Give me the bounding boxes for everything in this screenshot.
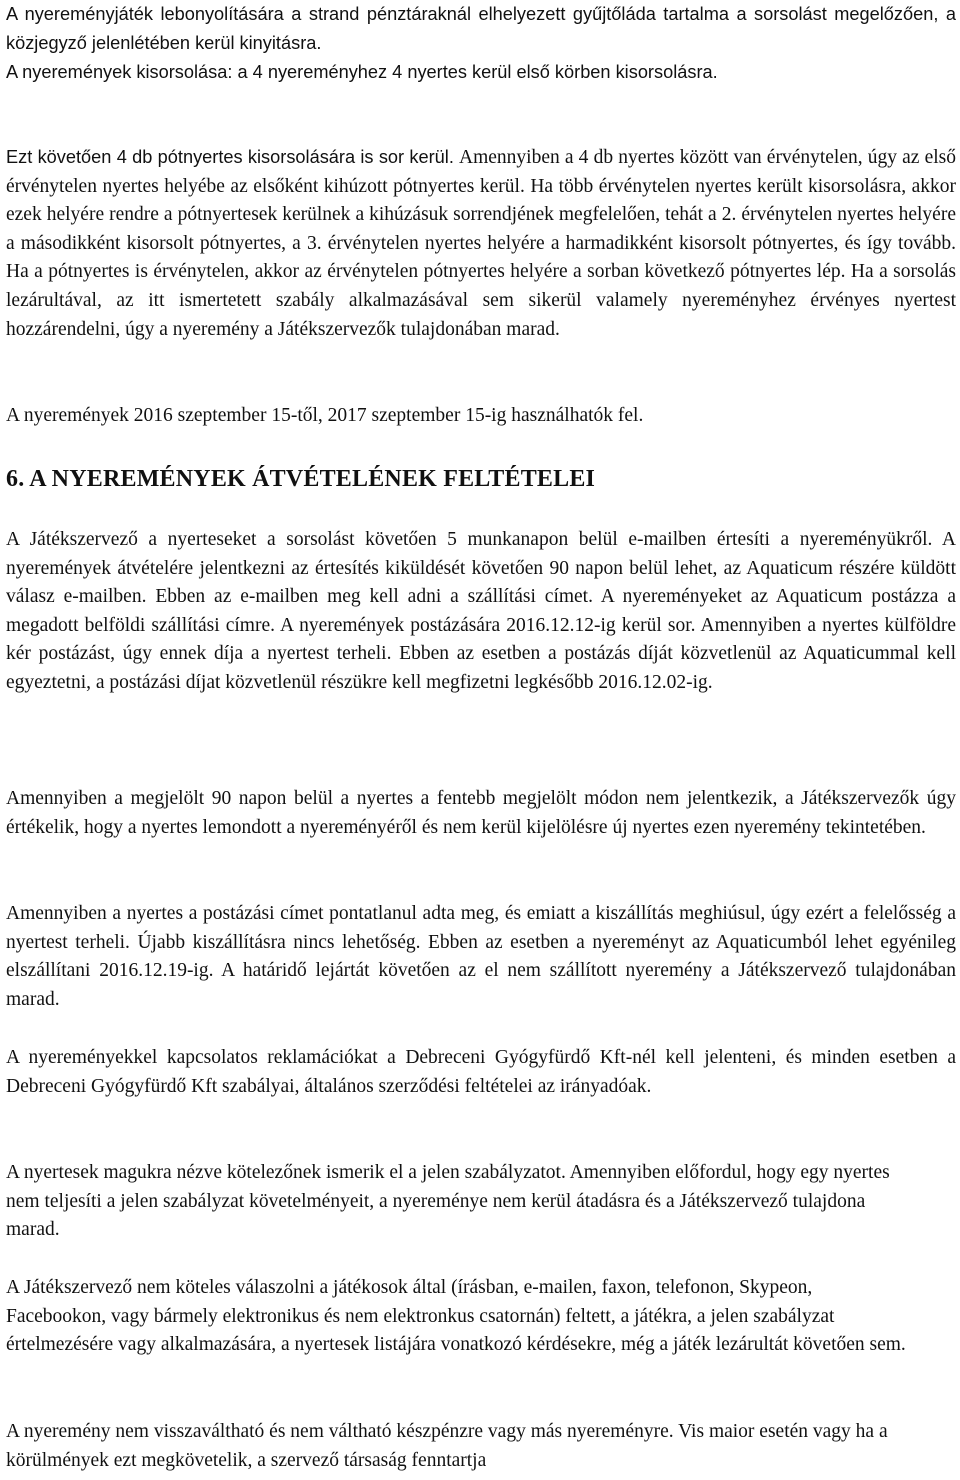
paragraph-deadline: Amennyiben a megjelölt 90 napon belül a nyertes a fentebb megjelölt módon nem jelentkezik, a Játékszervezők úgy értékelik, hogy a nyertes lemondott a nyereményéről és nem kerül kijelölésre új nyertes ezen nyeremény tekintetében. [6, 788, 956, 838]
paragraph-no-reply: A Játékszervező nem köteles válaszolni a játékosok által (írásban, e-mailen, faxon, telefonon, Skypeon, Facebookon, vagy bármely elektronikus és nem elektronkus csatornán) feltett, a játékra, a jelen szabályzat értelmezésére vagy alkalmazására, a nyertesek listájára vonatkozó kérdésekre, még a játék lezárultát követően sem. [6, 1277, 906, 1356]
paragraph-box-opening: A nyereményjáték lebonyolítására a strand pénztáraknál elhelyezett gyűjtőláda tartalma a sorsolást megelőzően, a közjegyző jelenlétében kerül kinyitásra. [6, 4, 956, 53]
paragraph-force-majeure: A nyeremény nem visszaváltható és nem váltható készpénzre vagy más nyereményre. Vis maior esetén vagy ha a körülmények ezt megkövetelik, a szervező társaság fenntartja [6, 1421, 888, 1471]
paragraph-complaints: A nyereményekkel kapcsolatos reklamációkat a Debreceni Gyógyfürdő Kft-nél kell jelenteni, és minden esetben a Debreceni Gyógyfürdő Kft szabályai, általános szerződési feltételei az irányadóak. [6, 1047, 956, 1097]
paragraph-claim: A Játékszervező a nyerteseket a sorsolást követően 5 munkanapon belül e-mailben értesíti a nyereményükről. A nyeremények átvételére jelentkezni az értesítés kiküldését követően 90 napon belül lehet, az Aquaticum részére küldött válasz e-mailben. Ebben az e-mailben meg kell adni a szállítási címet. A nyereményeket az Aquaticum postázza a megadott belföldi szállítási címre. A nyeremények postázására 2016.12.12-ig kerül sor. Amennyiben a nyertes külföldre kér postázást, úgy ennek díja a nyertest terheli. Ebben az esetben a postázás díját közvetlenül az Aquaticummal kell egyeztetni, a postázási díjat közvetlenül részükre kell megfizetni legkésőbb 2016.12.02-ig. [6, 529, 956, 693]
section-heading: 6. A NYEREMÉNYEK ÁTVÉTELÉNEK FELTÉTELEI [6, 466, 596, 492]
paragraph-validity: A nyeremények 2016 szeptember 15-től, 2017 szeptember 15-ig használhatók fel. [6, 405, 644, 426]
substitute-details: Amennyiben a 4 db nyertes között van érvénytelen, úgy az első érvénytelen nyertes helyébe az elsőként kihúzott pótnyertes kerül. Ha több érvénytelen nyertes került kisorsolásra, akkor ezek helyére rendre a pótnyertesek kerülnek a kihúzásuk sorrendjének megfelelően, tehát a 2. érvénytelen nyertes helyére a másodikként kisorsolt pótnyertes, a 3. érvénytelen nyertes helyére a harmadikként kisorsolt pótnyertes, és így tovább. Ha a pótnyertes is érvénytelen, akkor az érvénytelen pótnyertes helyére a sorban következő pótnyertes lép. Ha a sorsolás lezárultával, az itt ismertetett szabály alkalmazásával sem sikerül valamely nyereményhez érvényes nyertest hozzárendelni, úgy a nyeremény a Játékszervezők tulajdonában marad. [6, 147, 957, 340]
paragraph-address: Amennyiben a nyertes a postázási címet pontatlanul adta meg, és emiatt a kiszállítás meghiúsul, úgy ezért a felelősség a nyertest terheli. Újabb kiszállításra nincs lehetőség. Ebben az esetben a nyereményt az Aquaticumból lehet egyénileg elszállítani 2016.12.19-ig. A határidő lejártát követően az el nem szállított nyeremény a Játékszervező tulajdonában marad. [6, 903, 956, 1010]
substitute-intro: Ezt követően 4 db pótnyertes kisorsolására is sor kerül. [6, 147, 454, 167]
paragraph-substitute-rules [6, 143, 956, 344]
paragraph-acceptance: A nyertesek magukra nézve kötelezőnek ismerik el a jelen szabályzatot. Amennyiben előfordul, hogy egy nyertes nem teljesíti a jelen szabályzat követelményeit, a nyereménye nem kerül átadásra és a Játékszervező tulajdona marad. [6, 1162, 890, 1241]
paragraph-draw-info: A nyeremények kisorsolása: a 4 nyereményhez 4 nyertes kerül első körben kisorsolásra. [6, 62, 718, 82]
